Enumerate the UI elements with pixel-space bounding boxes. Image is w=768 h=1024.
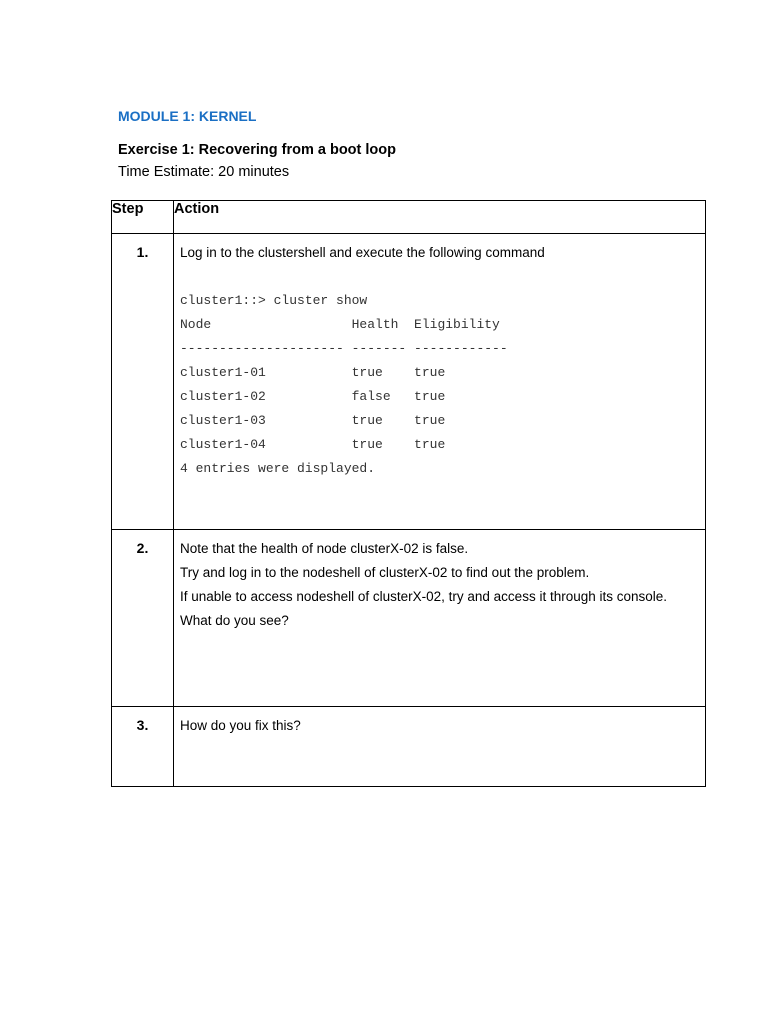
- table-row-step-1: [112, 234, 706, 530]
- output-row: cluster1-01 true true: [180, 365, 446, 380]
- output-summary-line: 4 entries were displayed.: [180, 461, 376, 476]
- action-cell: [174, 707, 706, 787]
- step-number: 1.: [112, 234, 174, 530]
- step-number: 3.: [112, 707, 174, 787]
- action-column-header: Action: [174, 201, 706, 234]
- instruction-line: Note that the health of node clusterX-02 is false.: [180, 541, 469, 556]
- module-title: MODULE 1: KERNEL: [118, 108, 257, 124]
- output-separator-line: --------------------- ------- ------------: [180, 341, 508, 356]
- steps-table: [111, 200, 706, 787]
- instruction-line: If unable to access nodeshell of clusterX-02, try and access it through its console.: [180, 589, 668, 604]
- output-row: cluster1-02 false true: [180, 389, 446, 404]
- output-row: cluster1-03 true true: [180, 413, 446, 428]
- output-row: cluster1-04 true true: [180, 437, 446, 452]
- command-output-block: [180, 289, 699, 481]
- instruction-text: Log in to the clustershell and execute the following command: [180, 245, 545, 260]
- action-cell: [174, 530, 706, 707]
- instruction-line: How do you fix this?: [180, 718, 301, 733]
- time-estimate: Time Estimate: 20 minutes: [118, 164, 290, 180]
- output-header-line: Node Health Eligibility: [180, 317, 500, 332]
- exercise-title: Exercise 1: Recovering from a boot loop: [118, 142, 396, 158]
- step-column-header: Step: [112, 201, 174, 234]
- table-header-row: [112, 201, 706, 234]
- step-number: 2.: [112, 530, 174, 707]
- command-prompt-line: cluster1::> cluster show: [180, 293, 368, 308]
- action-cell: [174, 234, 706, 530]
- table-row-step-3: [112, 707, 706, 787]
- table-row-step-2: [112, 530, 706, 707]
- instruction-line: What do you see?: [180, 613, 289, 628]
- instruction-line: Try and log in to the nodeshell of clusterX-02 to find out the problem.: [180, 565, 590, 580]
